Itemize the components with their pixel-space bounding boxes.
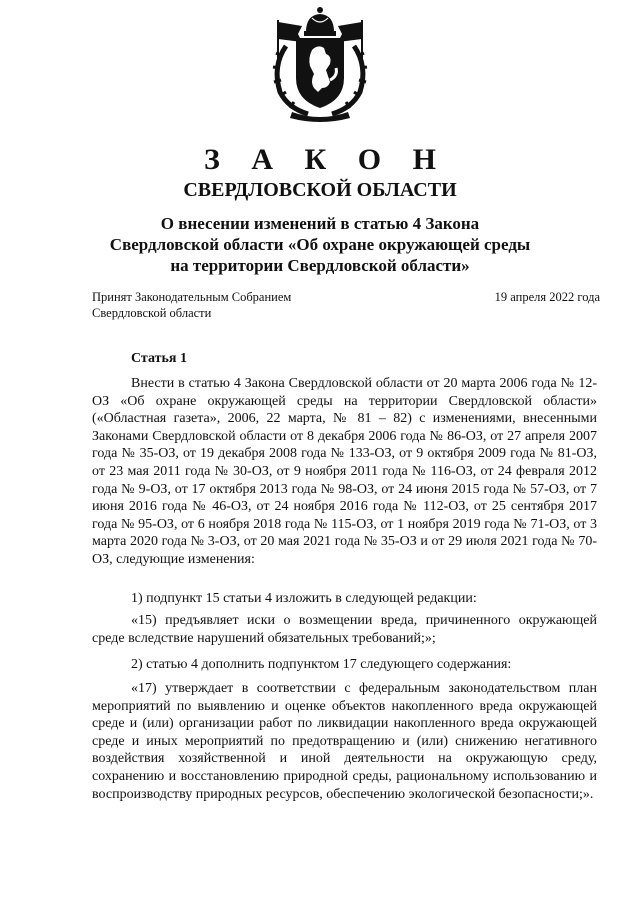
adoption-date: 19 апреля 2022 года	[494, 290, 600, 304]
crown-icon	[304, 7, 336, 36]
subtitle-line-3: на территории Свердловской области»	[170, 256, 470, 275]
amendment-item-1-content	[92, 612, 597, 647]
subtitle-line-2: Свердловской области «Об охране окружающей среды	[109, 235, 531, 254]
amendment-item-1-text: 1) подпункт 15 статьи 4 изложить в следующей редакции:	[131, 591, 477, 606]
adopted-by-line-1: Принят Законодательным Собранием	[92, 290, 292, 304]
adopted-by-line-2: Свердловской области	[92, 306, 212, 320]
ribbon-icon	[290, 112, 350, 122]
amendment-item-2-content	[92, 680, 597, 803]
document-type-title: З А К О Н	[204, 143, 448, 176]
article-heading: Статья 1	[131, 351, 187, 366]
subtitle-line-1: О внесении изменений в статью 4 Закона	[160, 214, 480, 233]
amendment-item-2	[92, 656, 597, 674]
amendment-item-1-quote: «15) предъявляет иски о возмещении вреда, причиненного окружающей среде вследствие нарушений обязательных требований;»;	[92, 613, 597, 646]
amendment-item-2-quote: «17) утверждает в соответствии с федеральным законодательством план мероприятий по выявлению и оценке объектов накопленного вреда окружающей среде и (или) организации работ по ликвидации накопленного вреда окружающей среде и иных мероприятий по предотвращению и (или) снижению негативного воздействия хозяйственной и иной деятельности на окружающую среду, сохранению и восстановлению природной среды, рациональному использованию и воспроизводству природных ресурсов, обеспечению экологической безопасности;».	[92, 681, 597, 802]
adopted-by	[92, 289, 291, 321]
article-intro-text: Внести в статью 4 Закона Свердловской области от 20 марта 2006 года № 12-ОЗ «Об охране окружающей среды на территории Свердловской области» («Областная газета», 2006, 22 марта, № 81 – 82) с изменениями, внесенными Законами Свердловской области от 8 декабря 2006 года № 86-ОЗ, от 27 апреля 2007 года № 35-ОЗ, от 19 декабря 2008 года № 133-ОЗ, от 9 октября 2009 года № 81-ОЗ, от 23 мая 2011 года № 30-ОЗ, от 9 ноября 2011 года № 116-ОЗ, от 24 февраля 2012 года № 9-ОЗ, от 17 октября 2013 года № 98-ОЗ, от 24 июня 2015 года № 57-ОЗ, от 7 июня 2016 года № 46-ОЗ, от 24 ноября 2016 года № 112-ОЗ, от 25 сентября 2017 года № 95-ОЗ, от 6 ноября 2018 года № 115-ОЗ, от 1 ноября 2019 года № 71-ОЗ, от 3 марта 2020 года № 3-ОЗ, от 20 мая 2021 года № 35-ОЗ и от 29 июля 2021 года № 70-ОЗ, следующие изменения:	[92, 376, 597, 567]
amendment-item-2-text: 2) статью 4 дополнить подпунктом 17 следующего содержания:	[131, 657, 512, 672]
coat-of-arms-icon	[252, 6, 388, 124]
law-subtitle	[0, 213, 640, 276]
amendment-item-1	[92, 590, 597, 608]
region-title: СВЕРДЛОВСКОЙ ОБЛАСТИ	[183, 179, 457, 201]
article-intro	[92, 375, 597, 569]
